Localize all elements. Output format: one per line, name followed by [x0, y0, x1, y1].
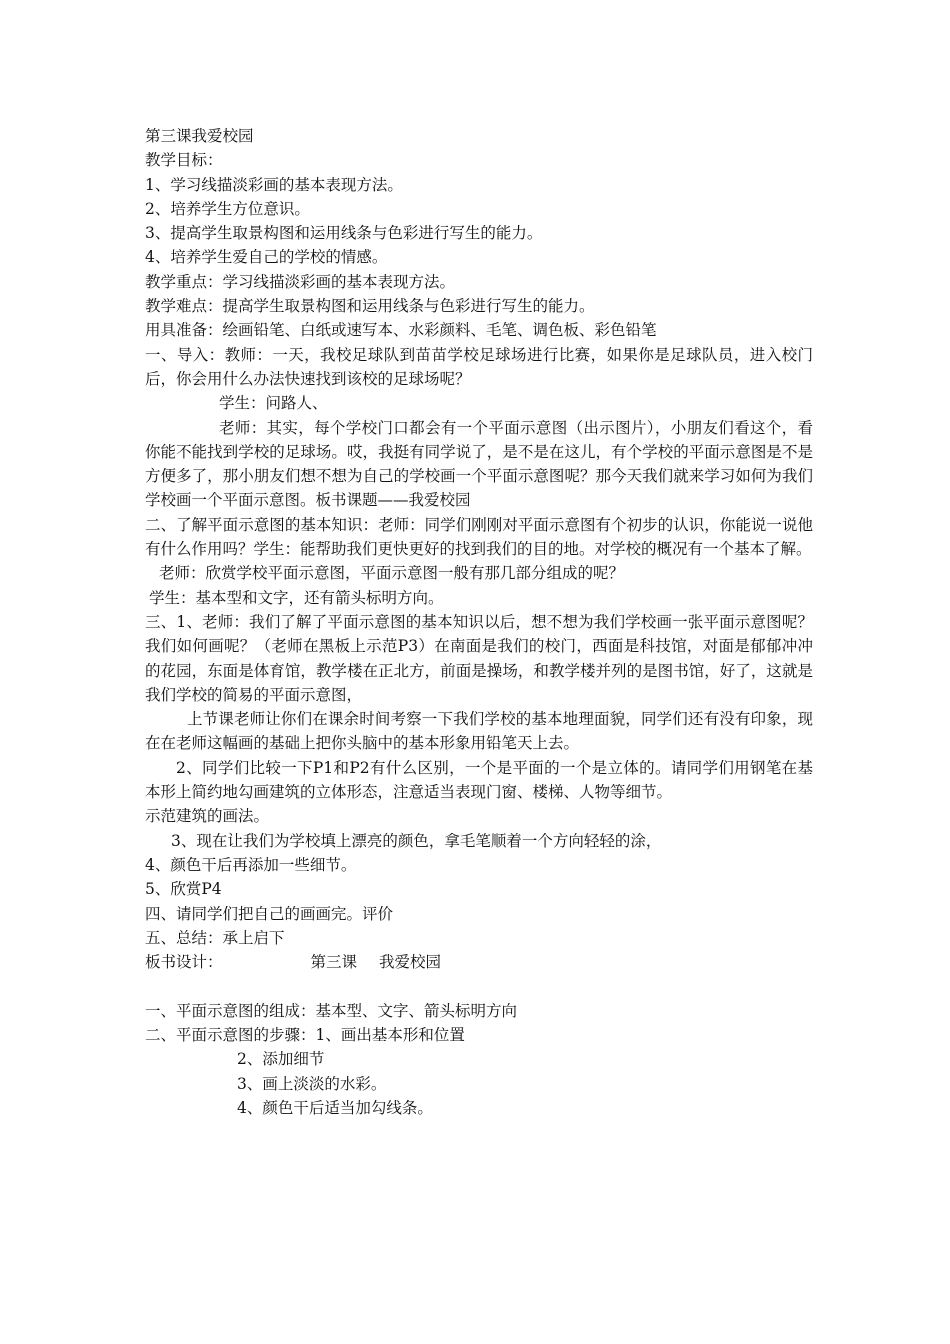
section3-step3: 3、现在让我们为学校填上漂亮的颜色，拿毛笔顺着一个方向轻轻的涂，: [171, 831, 662, 850]
document-page: [145, 124, 813, 1120]
section3-step1: 三、1、老师：我们了解了平面示意图的基本知识以后，想不想为我们学校画一张平面示意图呢？我们如何画呢？（老师在黑板上示范P3）在南面是我们的校门，西面是科技馆，对面是郁郁冲冲的花园，东面是体育馆，教学楼在正北方，前面是操场，和教学楼并列的是图书馆，好了，这就是我们学校的简易的平面示意图，: [145, 612, 813, 704]
objectives-heading: 教学目标：: [145, 151, 223, 170]
section2-student: 学生：基本型和文字，还有箭头标明方向。: [149, 588, 444, 607]
section5: 五、总结：承上启下: [145, 928, 285, 947]
objective-item: 2、培养学生方位意识。: [145, 199, 310, 218]
objective-item: 3、提高学生取景构图和运用线条与色彩进行写生的能力。: [145, 224, 543, 243]
objective-item: 1、学习线描淡彩画的基本表现方法。: [145, 175, 403, 194]
section2-intro: 二、了解平面示意图的基本知识：老师：同学们刚刚对平面示意图有个初步的认识，你能说一说他有什么作用吗？学生：能帮助我们更快更好的找到我们的目的地。对学校的概况有一个基本了解。: [145, 515, 813, 559]
section3-step4: 4、颜色干后再添加一些细节。: [145, 855, 357, 874]
board-subtitle: 我爱校园: [379, 953, 442, 972]
section1-intro: 一、导入：教师：一天，我校足球队到苗苗学校足球场进行比赛，如果你是足球队员，进入校门后，你会用什么办法快速找到该校的足球场呢？: [145, 345, 813, 388]
section3-step2: 2、同学们比较一下P1和P2有什么区别，一个是平面的一个是立体的。请同学们用钢笔在基本形上简约地勾画建筑的立体形态，注意适当表现门窗、楼梯、人物等细节。: [145, 758, 813, 802]
materials: 用具准备：绘画铅笔、白纸或速写本、水彩颜料、毛笔、调色板、彩色铅笔: [145, 321, 657, 340]
section2-teacher: 老师：欣赏学校平面示意图，平面示意图一般有那几部分组成的呢？: [159, 564, 625, 583]
board-label: 板书设计：: [145, 953, 223, 972]
blank-line: [145, 974, 813, 998]
section4: 四、请同学们把自己的画画完。评价: [145, 904, 394, 923]
difficulty: 教学难点：提高学生取景构图和运用线条与色彩进行写生的能力。: [145, 297, 595, 316]
objective-item: 4、培养学生爱自己的学校的情感。: [145, 248, 388, 267]
board-design: [145, 950, 813, 974]
section3-demo: 示范建筑的画法。: [145, 807, 270, 826]
lesson-title: 第三课我爱校园: [145, 127, 254, 145]
board-title: 第三课: [310, 953, 358, 972]
board-item: 一、平面示意图的组成：基本型、文字、箭头标明方向: [145, 1001, 518, 1020]
section1-teacher: 老师：其实，每个学校门口都会有一个平面示意图（出示图片），小朋友们看这个，看你能不能找到学校的足球场。哎，我挺有同学说了，是不是在这儿，有个学校的平面示意图是不是方便多了，那小朋友们想不想为自己的学校画一个平面示意图呢？那今天我们就来学习如何为我们学校画一个平面示意图。板书课题——我爱校园: [145, 418, 813, 510]
section3-step5: 5、欣赏P4: [145, 880, 222, 899]
board-item: 二、平面示意图的步骤：1、画出基本形和位置: [145, 1025, 465, 1044]
section3-step1b: 上节课老师让你们在课余时间考察一下我们学校的基本地理面貌，同学们还有没有印象，现在在老师这幅画的基础上把你头脑中的基本形象用铅笔天上去。: [145, 710, 813, 753]
board-step: 2、添加细节: [237, 1050, 325, 1069]
key-point: 教学重点：学习线描淡彩画的基本表现方法。: [145, 272, 456, 291]
board-step: 4、颜色干后适当加勾线条。: [237, 1098, 433, 1117]
board-step: 3、画上淡淡的水彩。: [237, 1074, 387, 1093]
section1-student: 学生：问路人、: [219, 394, 328, 413]
